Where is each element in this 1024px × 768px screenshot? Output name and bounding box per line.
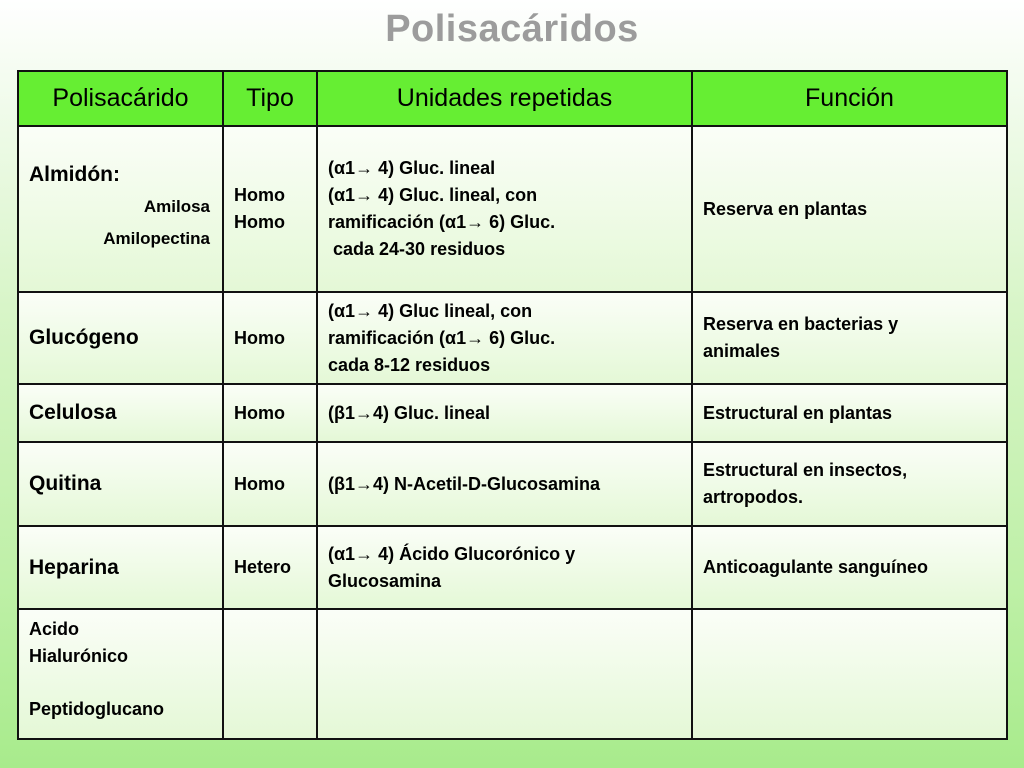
cell-tipo [223,609,317,739]
cell-tipo [223,442,317,526]
tipo-text: Hetero [234,557,292,577]
row-name: Glucógeno [29,326,139,349]
cell-tipo [223,126,317,292]
cell-funcion [692,526,1007,609]
unidades-text: ramificación (α1→ 6) Gluc. [328,212,556,232]
cell-unidades [317,609,692,739]
funcion-text: animales [703,341,781,361]
cell-polisacarido [18,526,223,609]
row-sub: Amilopectina [103,229,210,248]
unidades-text: (α1→ 4) Gluc. lineal, con [328,185,538,205]
unidades-text: (β1→4) N-Acetil-D-Glucosamina [328,473,601,494]
unidades-text: (β1→4) Gluc. lineal [328,402,491,423]
funcion-text: Estructural en insectos, [703,460,908,480]
row-name: Acido [29,619,80,639]
cell-tipo [223,526,317,609]
cell-polisacarido [18,126,223,292]
cell-funcion [692,384,1007,442]
table-row [18,609,1007,739]
row-name: Celulosa [29,401,117,424]
row-name: Hialurónico [29,646,129,666]
cell-unidades [317,126,692,292]
tipo-text: Homo [234,473,285,494]
cell-tipo [223,292,317,384]
row-name: Peptidoglucano [29,699,164,719]
cell-funcion [692,292,1007,384]
unidades-text: Glucosamina [328,570,442,591]
header-unidades: Unidades repetidas [317,71,692,126]
cell-funcion [692,609,1007,739]
cell-unidades [317,526,692,609]
funcion-text: Estructural en plantas [703,402,893,423]
row-name: Heparina [29,555,119,579]
funcion-text: Reserva en bacterias y [703,314,899,334]
unidades-text: cada 8-12 residuos [328,354,491,375]
unidades-text: ramificación (α1→ 6) Gluc. [328,327,556,348]
row-name: Quitina [29,472,102,495]
unidades-text: (α1→ 4) Ácido Glucorónico y [328,543,576,564]
header-polisacarido: Polisacárido [18,71,223,126]
unidades-text: (α1→ 4) Gluc lineal, con [328,300,533,321]
table-header-row [18,71,1007,126]
header-tipo: Tipo [223,71,317,126]
funcion-text: Reserva en plantas [703,198,868,219]
cell-funcion [692,442,1007,526]
page-title: Polisacáridos [385,8,639,50]
cell-polisacarido [18,609,223,739]
table-row [18,526,1007,609]
unidades-text: (α1→ 4) Gluc. lineal [328,158,496,178]
table-row [18,442,1007,526]
cell-funcion [692,126,1007,292]
tipo-text: Homo [234,185,285,205]
tipo-text: Homo [234,212,285,232]
cell-unidades [317,292,692,384]
row-name: Almidón: [29,163,120,186]
funcion-text: Anticoagulante sanguíneo [703,557,929,577]
table-row [18,126,1007,292]
table-row [18,384,1007,442]
tipo-text: Homo [234,402,285,423]
cell-unidades [317,384,692,442]
polysaccharide-table [17,70,1008,740]
cell-polisacarido [18,442,223,526]
unidades-text: cada 24-30 residuos [328,239,506,259]
table-row [18,292,1007,384]
cell-polisacarido [18,292,223,384]
funcion-text: artropodos. [703,487,804,507]
cell-unidades [317,442,692,526]
row-sub: Amilosa [143,197,210,216]
cell-polisacarido [18,384,223,442]
tipo-text: Homo [234,327,285,348]
header-funcion: Función [692,71,1007,126]
cell-tipo [223,384,317,442]
